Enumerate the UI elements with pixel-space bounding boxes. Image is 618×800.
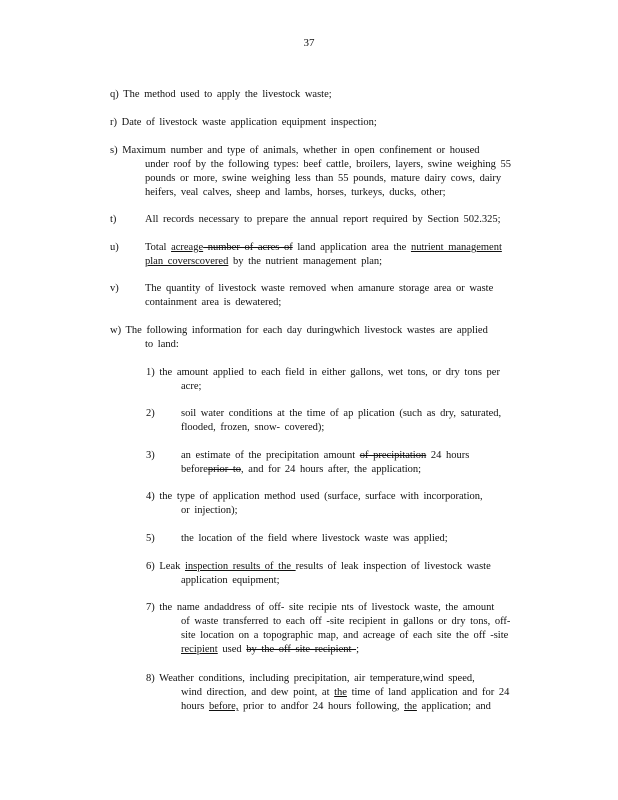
item-u-deleted-text: number of acres of <box>203 242 293 253</box>
subitem-1-line-1: 1) the amount applied to each field in either gallons, wet tons, or dry tons per <box>146 367 500 378</box>
subitem-7-line-2: of waste transferred to each off -site recipient in gallons or dry tons, off- <box>181 616 511 627</box>
item-q-text: q) The method used to apply the livestock waste; <box>110 89 332 100</box>
subitem-8-text: wind direction, and dew point, at <box>181 687 335 698</box>
item-u-text-3: by the nutrient management plan; <box>228 256 383 267</box>
subitem-1 <box>110 366 545 394</box>
item-v-marker: v) <box>110 283 119 294</box>
subitem-6 <box>110 560 545 588</box>
item-t-text: All records necessary to prepare the annual report required by Section 502.325; <box>145 214 501 225</box>
subitem-3-line-1 <box>181 449 545 463</box>
subitem-3 <box>110 449 545 477</box>
item-q <box>110 88 545 102</box>
subitem-4-line-1: 4) the type of application method used (surface, surface with incorporation, <box>146 491 483 502</box>
subitem-4-line-2: or injection); <box>181 505 238 516</box>
subitem-5 <box>110 532 545 546</box>
subitem-3-deleted-text-2: prior to <box>207 464 242 475</box>
item-t-marker: t) <box>110 214 117 225</box>
subitem-8 <box>110 672 545 714</box>
item-v-line-1: The quantity of livestock waste removed when amanure storage area or waste <box>145 283 494 294</box>
subitem-8-inserted-the-2: the <box>404 701 417 712</box>
subitem-4 <box>110 490 545 518</box>
subitem-3-text: an estimate of the precipitation amount <box>181 450 360 461</box>
item-s-line-1: s) Maximum number and type of animals, whether in open confinement or housed <box>110 145 480 156</box>
subitem-2 <box>110 407 545 435</box>
subitem-8-text-4: prior to andfor 24 hours following, <box>238 701 405 712</box>
subitem-3-text-4: , and for 24 hours after, the application; <box>241 464 422 475</box>
item-v <box>110 282 545 310</box>
subitem-8-line-1: 8) Weather conditions, including precipitation, air temperature,wind speed, <box>146 673 475 684</box>
item-t <box>110 213 545 227</box>
item-u-line-2 <box>145 255 545 269</box>
subitem-8-line-3 <box>181 700 545 714</box>
subitem-6-text: 6) Leak <box>146 561 185 572</box>
subitem-2-marker: 2) <box>146 408 155 419</box>
subitem-8-inserted-before: before, <box>208 701 239 712</box>
subitem-6-inserted-text: inspection results of the <box>184 561 296 572</box>
subitem-3-text-3: before <box>181 464 208 475</box>
item-u-text-2: land application area the <box>292 242 411 253</box>
subitem-6-line-1 <box>146 560 545 574</box>
subitem-8-inserted-the: the <box>334 687 347 698</box>
subitem-8-text-3: hours <box>181 701 209 712</box>
item-s <box>110 144 545 200</box>
item-s-line-4: heifers, veal calves, sheep and lambs, horses, turkeys, ducks, other; <box>145 187 446 198</box>
subitem-3-text-2: 24 hours <box>426 450 470 461</box>
subitem-2-line-2: flooded, frozen, snow- covered); <box>181 422 325 433</box>
subitem-7-text: used <box>217 644 247 655</box>
subitem-2-line-1: soil water conditions at the time of ap plication (such as dry, saturated, <box>181 408 502 419</box>
subitem-6-text-2: results of leak inspection of livestock waste <box>295 561 491 572</box>
subitem-3-line-2 <box>181 463 545 477</box>
item-w-line-1: w) The following information for each day duringwhich livestock wastes are applied <box>110 325 488 336</box>
item-w <box>110 324 545 352</box>
subitem-7-inserted-recipient: recipient <box>181 644 218 655</box>
subitem-8-line-2 <box>181 686 545 700</box>
item-s-line-3: pounds or more, swine weighing less than 55 pounds, mature dairy cows, dairy <box>145 173 502 184</box>
item-u-text: Total <box>145 242 172 253</box>
item-s-line-2: under roof by the following types: beef cattle, broilers, layers, swine weighing 55 <box>145 159 512 170</box>
item-u-inserted-acreage: acreage <box>171 242 204 253</box>
subitem-6-line-2: application equipment; <box>181 575 280 586</box>
item-u-inserted-plan: plan coverscovered <box>145 256 229 267</box>
item-w-line-2: to land: <box>145 339 179 350</box>
subitem-5-line-1: the location of the field where livestock waste was applied; <box>181 533 448 544</box>
item-u <box>110 241 545 269</box>
subitem-8-text-2: time of land application and for 24 <box>346 687 510 698</box>
subitem-5-marker: 5) <box>146 533 155 544</box>
item-v-line-2: containment area is dewatered; <box>145 297 282 308</box>
page-number: 37 <box>303 37 315 49</box>
subitem-8-text-5: application; and <box>416 701 491 712</box>
item-r <box>110 116 545 130</box>
item-r-text: r) Date of livestock waste application equipment inspection; <box>110 117 377 128</box>
subitem-7-line-4 <box>181 643 545 657</box>
subitem-7-line-3: site location on a topographic map, and acreage of each site the off -site <box>181 630 509 641</box>
item-u-marker: u) <box>110 242 119 253</box>
subitem-1-line-2: acre; <box>181 381 202 392</box>
item-u-line-1 <box>145 241 545 255</box>
subitem-7-deleted-text: by the off site recipient <box>246 644 357 655</box>
subitem-3-marker: 3) <box>146 450 155 461</box>
subitem-3-deleted-text: of precipitation <box>359 450 427 461</box>
subitem-7 <box>110 601 545 657</box>
subitem-7-text-2: ; <box>356 644 359 655</box>
subitem-7-line-1: 7) the name andaddress of off- site recipie nts of livestock waste, the amount <box>146 602 495 613</box>
item-u-inserted-nutrient: nutrient management <box>410 242 502 253</box>
